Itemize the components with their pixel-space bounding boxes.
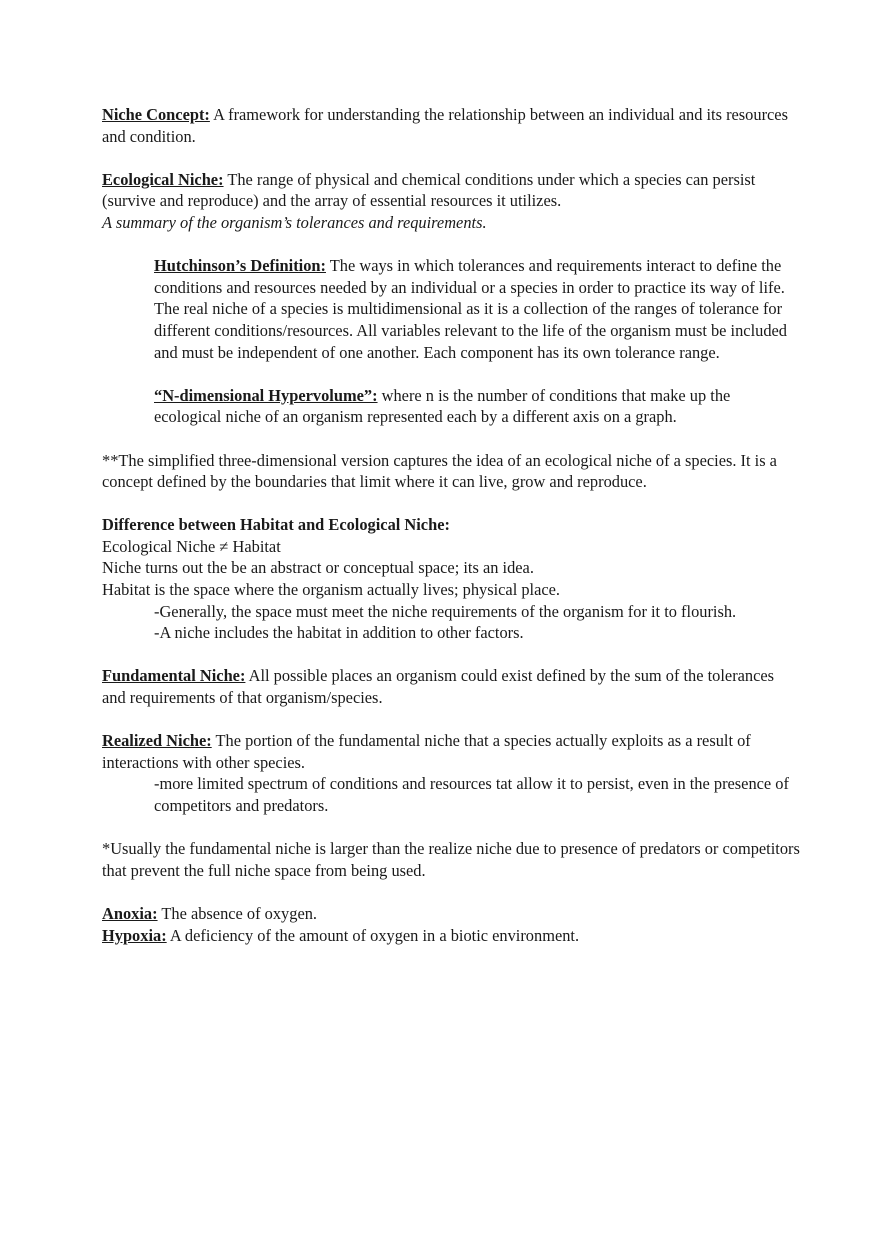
ecological-niche-paragraph bbox=[102, 169, 800, 212]
hypervolume-text: where n is the number of conditions that make up the ecological niche of an organism represented each by a different axis on a graph. bbox=[154, 385, 731, 427]
difference-line: Habitat is the space where the organism actually lives; physical place. bbox=[102, 580, 561, 600]
usually-note: *Usually the fundamental niche is larger than the realize niche due to presence of predators or competitors that prevent the full niche space from being used. bbox=[102, 839, 800, 880]
ecological-niche-text: The range of physical and chemical conditions under which a species can persist (survive and reproduce) and the array of essential resources it utilizes. bbox=[102, 169, 756, 211]
niche-concept-paragraph bbox=[102, 104, 800, 147]
difference-sub-line: -Generally, the space must meet the niche requirements of the organism for it to flourish. bbox=[154, 601, 737, 621]
hypervolume-paragraph bbox=[102, 385, 800, 428]
realized-niche-text: The portion of the fundamental niche that a species actually exploits as a result of interactions with other species. bbox=[102, 731, 751, 772]
realized-niche-term: Realized Niche: bbox=[102, 731, 212, 751]
niche-concept-term: Niche Concept: bbox=[102, 105, 210, 124]
realized-niche-paragraph bbox=[102, 730, 800, 773]
hutchinson-paragraph bbox=[102, 255, 800, 363]
hutchinson-term: Hutchinson’s Definition: bbox=[154, 256, 326, 276]
difference-line: Ecological Niche ≠ Habitat bbox=[102, 536, 281, 556]
hutchinson-text: The ways in which tolerances and requirements interact to define the conditions and resources needed by an individual or a species in order to practice its way of life. The real niche of a species is multidimensional as it is a collection of the ranges of tolerance for different conditions/resources. All variables relevant to the life of the organism must be included and must be independent of one another. Each component has its own tolerance range. bbox=[154, 256, 787, 362]
hypoxia-paragraph bbox=[102, 925, 800, 947]
anoxia-paragraph bbox=[102, 903, 800, 925]
difference-sub-line: -A niche includes the habitat in addition to other factors. bbox=[154, 623, 524, 643]
ecological-niche-summary: A summary of the organism’s tolerances and requirements. bbox=[102, 212, 487, 232]
fundamental-niche-text: All possible places an organism could exist defined by the sum of the tolerances and requirements of that organism/species. bbox=[102, 666, 775, 708]
anoxia-text: The absence of oxygen. bbox=[157, 903, 318, 923]
difference-heading: Difference between Habitat and Ecological Niche: bbox=[102, 515, 450, 535]
niche-concept-text: A framework for understanding the relationship between an individual and its resources and condition. bbox=[102, 105, 788, 146]
anoxia-term: Anoxia: bbox=[102, 903, 158, 923]
realized-niche-sub: -more limited spectrum of conditions and resources tat allow it to persist, even in the presence of competitors and predators. bbox=[154, 774, 789, 815]
hypervolume-term: “N-dimensional Hypervolume”: bbox=[154, 385, 378, 405]
ecological-niche-term: Ecological Niche: bbox=[102, 169, 224, 189]
difference-line: Niche turns out the be an abstract or conceptual space; its an idea. bbox=[102, 558, 534, 578]
simplified-note: **The simplified three-dimensional version captures the idea of an ecological niche of a species. It is a concept defined by the boundaries that limit where it can live, grow and reproduce. bbox=[102, 450, 777, 492]
fundamental-niche-term: Fundamental Niche: bbox=[102, 666, 246, 686]
fundamental-niche-paragraph bbox=[102, 665, 800, 708]
hypoxia-text: A deficiency of the amount of oxygen in a biotic environment. bbox=[166, 925, 580, 945]
hypoxia-term: Hypoxia: bbox=[102, 925, 167, 945]
